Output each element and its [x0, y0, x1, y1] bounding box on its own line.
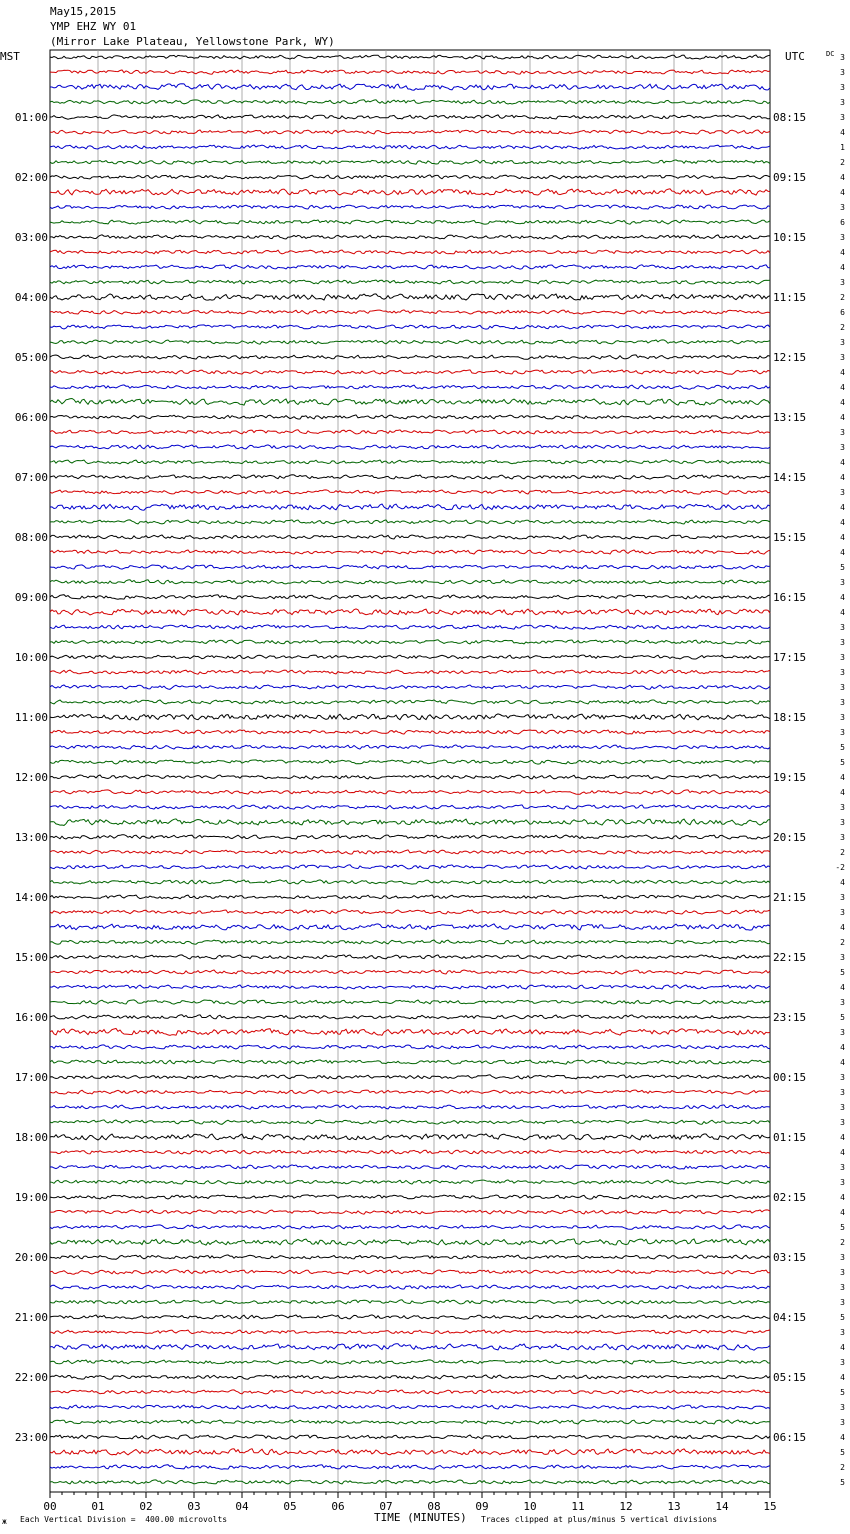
dc-offset-label: 2 — [840, 293, 845, 302]
right-hour-label: 02:15 — [773, 1191, 807, 1204]
trace-line — [50, 730, 770, 734]
trace-line — [50, 70, 770, 74]
x-tick-label: 13 — [667, 1500, 681, 1513]
trace-line — [50, 415, 770, 419]
dc-offset-label: 3 — [840, 1028, 845, 1037]
right-hour-label: 11:15 — [773, 291, 807, 304]
trace-line — [50, 1315, 770, 1319]
dc-offset-label: 4 — [840, 518, 845, 527]
trace-line — [50, 790, 770, 794]
trace-line — [50, 280, 770, 284]
dc-offset-label: 4 — [840, 533, 845, 542]
dc-offset-label: 5 — [840, 758, 845, 767]
dc-offset-label: 3 — [840, 488, 845, 497]
dc-offset-label: 2 — [840, 938, 845, 947]
dc-offset-label: 5 — [840, 1223, 845, 1232]
trace-line — [50, 55, 770, 59]
dc-offset-label: 3 — [840, 1328, 845, 1337]
dc-offset-label: 3 — [840, 668, 845, 677]
left-hour-label: 03:00 — [14, 231, 48, 244]
date-label: May15,2015 — [50, 5, 117, 18]
dc-offset-label: 2 — [840, 848, 845, 857]
left-hour-label: 04:00 — [14, 291, 48, 304]
right-hour-label: 14:15 — [773, 471, 807, 484]
trace-line — [50, 100, 770, 104]
left-hour-label: 07:00 — [14, 471, 48, 484]
x-tick-label: 08 — [427, 1500, 441, 1513]
trace-line — [50, 1480, 770, 1484]
dc-offset-label: 2 — [840, 1463, 845, 1472]
dc-offset-label: -2 — [835, 863, 845, 872]
trace-line — [50, 370, 770, 374]
dc-offset-label: 3 — [840, 803, 845, 812]
trace-line — [50, 250, 770, 254]
dc-offset-label: 3 — [840, 653, 845, 662]
trace-line — [50, 640, 770, 644]
trace-line — [50, 1105, 770, 1109]
dc-offset-label: 4 — [840, 593, 845, 602]
left-hour-label: 15:00 — [14, 951, 48, 964]
dc-offset-label: 4 — [840, 923, 845, 932]
dc-offset-label: 5 — [840, 1448, 845, 1457]
trace-line — [50, 265, 770, 269]
dc-offset-label: 3 — [840, 353, 845, 362]
trace-line — [50, 685, 770, 689]
dc-offset-label: 5 — [840, 1313, 845, 1322]
dc-offset-label: 3 — [840, 623, 845, 632]
trace-line — [50, 1405, 770, 1409]
trace-line — [50, 399, 770, 406]
right-hour-label: 05:15 — [773, 1371, 807, 1384]
dc-offset-label: 3 — [840, 113, 845, 122]
trace-line — [50, 475, 770, 479]
trace-line — [50, 805, 770, 809]
trace-line — [50, 504, 770, 510]
trace-line — [50, 760, 770, 764]
right-hour-label: 09:15 — [773, 171, 807, 184]
trace-line — [50, 910, 770, 914]
trace-line — [50, 1270, 770, 1275]
trace-line — [50, 385, 770, 389]
left-hour-label: 20:00 — [14, 1251, 48, 1264]
trace-line — [50, 340, 770, 344]
trace-line — [50, 1000, 770, 1004]
trace-line — [50, 490, 770, 494]
left-hour-label: 14:00 — [14, 891, 48, 904]
trace-line — [50, 819, 770, 826]
dc-offset-label: 4 — [840, 173, 845, 182]
trace-line — [50, 1255, 770, 1259]
dc-offset-label: 5 — [840, 968, 845, 977]
left-hour-label: 02:00 — [14, 171, 48, 184]
left-hour-label: 11:00 — [14, 711, 48, 724]
trace-line — [50, 700, 770, 704]
dc-offset-label: 3 — [840, 1268, 845, 1277]
trace-line — [50, 1330, 770, 1334]
trace-line — [50, 565, 770, 569]
trace-line — [50, 1015, 770, 1019]
x-tick-label: 05 — [283, 1500, 297, 1513]
dc-offset-label: 4 — [840, 1193, 845, 1202]
right-hour-label: 22:15 — [773, 951, 807, 964]
trace-line — [50, 955, 770, 959]
trace-line — [50, 430, 770, 434]
trace-line — [50, 1390, 770, 1394]
dc-offset-label: 4 — [840, 458, 845, 467]
x-tick-label: 06 — [331, 1500, 345, 1513]
dc-offset-label: 4 — [840, 773, 845, 782]
dc-offset-label: 4 — [840, 608, 845, 617]
right-hour-label: 06:15 — [773, 1431, 807, 1444]
x-tick-label: 10 — [523, 1500, 537, 1513]
dc-offset-label: 3 — [840, 83, 845, 92]
trace-line — [50, 895, 770, 899]
dc-offset-label: 3 — [840, 953, 845, 962]
dc-offset-label: 4 — [840, 383, 845, 392]
dc-offset-label: 3 — [840, 1118, 845, 1127]
trace-line — [50, 1075, 770, 1079]
dc-column-label: DC — [826, 50, 835, 58]
left-hour-label: 21:00 — [14, 1311, 48, 1324]
x-tick-label: 04 — [235, 1500, 249, 1513]
trace-line — [50, 1375, 770, 1379]
left-hour-label: 05:00 — [14, 351, 48, 364]
right-hour-label: 15:15 — [773, 531, 807, 544]
left-hour-label: 13:00 — [14, 831, 48, 844]
right-hour-label: 03:15 — [773, 1251, 807, 1264]
right-hour-label: 13:15 — [773, 411, 807, 424]
dc-offset-label: 3 — [840, 578, 845, 587]
trace-line — [50, 115, 770, 119]
dc-offset-label: 3 — [840, 683, 845, 692]
trace-line — [50, 355, 770, 359]
left-hour-label: 17:00 — [14, 1071, 48, 1084]
dc-offset-label: 3 — [840, 428, 845, 437]
dc-offset-label: 4 — [840, 248, 845, 257]
right-hour-label: 17:15 — [773, 651, 807, 664]
trace-line — [50, 1435, 770, 1439]
dc-offset-label: 2 — [840, 1238, 845, 1247]
trace-line — [50, 1195, 770, 1199]
dc-offset-label: 3 — [840, 638, 845, 647]
trace-line — [50, 970, 770, 974]
left-hour-label: 22:00 — [14, 1371, 48, 1384]
right-hour-label: 08:15 — [773, 111, 807, 124]
dc-offset-label: 4 — [840, 263, 845, 272]
dc-offset-label: 3 — [840, 1298, 845, 1307]
trace-line — [50, 865, 770, 869]
dc-offset-label: 4 — [840, 1043, 845, 1052]
dc-offset-label: 4 — [840, 1373, 845, 1382]
trace-line — [50, 775, 770, 779]
trace-line — [50, 1449, 770, 1455]
trace-line — [50, 880, 770, 884]
dc-offset-label: 3 — [840, 203, 845, 212]
trace-line — [50, 1134, 770, 1140]
dc-offset-label: 3 — [840, 713, 845, 722]
right-hour-label: 16:15 — [773, 591, 807, 604]
x-tick-label: 14 — [715, 1500, 729, 1513]
dc-offset-label: 3 — [840, 908, 845, 917]
dc-offset-label: 3 — [840, 728, 845, 737]
left-hour-label: 08:00 — [14, 531, 48, 544]
trace-line — [50, 1150, 770, 1154]
trace-line — [50, 294, 770, 300]
trace-line — [50, 625, 770, 629]
trace-line — [50, 1285, 770, 1289]
trace-line — [50, 1029, 770, 1036]
dc-offset-label: 4 — [840, 1343, 845, 1352]
dc-offset-label: 4 — [840, 398, 845, 407]
dc-offset-label: 6 — [840, 308, 845, 317]
dc-offset-label: 5 — [840, 1478, 845, 1487]
right-hour-label: 20:15 — [773, 831, 807, 844]
left-hour-label: 12:00 — [14, 771, 48, 784]
trace-line — [50, 924, 770, 930]
dc-offset-label: 5 — [840, 563, 845, 572]
dc-offset-label: 4 — [840, 128, 845, 137]
left-hour-label: 18:00 — [14, 1131, 48, 1144]
left-hour-label: 23:00 — [14, 1431, 48, 1444]
dc-offset-label: 3 — [840, 338, 845, 347]
dc-offset-label: 3 — [840, 1103, 845, 1112]
trace-line — [50, 145, 770, 149]
x-tick-label: 07 — [379, 1500, 393, 1513]
dc-offset-label: 4 — [840, 413, 845, 422]
location-label: (Mirror Lake Plateau, Yellowstone Park, WY) — [50, 35, 335, 48]
dc-offset-label: 3 — [840, 1163, 845, 1172]
trace-line — [50, 460, 770, 464]
dc-offset-label: 3 — [840, 818, 845, 827]
trace-line — [50, 535, 770, 539]
trace-line — [50, 310, 770, 314]
dc-offset-label: 3 — [840, 278, 845, 287]
dc-offset-label: 4 — [840, 548, 845, 557]
left-hour-label: 09:00 — [14, 591, 48, 604]
trace-line — [50, 160, 770, 164]
left-hour-label: 16:00 — [14, 1011, 48, 1024]
trace-line — [50, 1225, 770, 1229]
trace-line — [50, 1060, 770, 1064]
x-tick-label: 15 — [763, 1500, 777, 1513]
scale-note: Each Vertical Division = 400.00 microvolts — [20, 1515, 228, 1524]
dc-offset-label: 3 — [840, 1403, 845, 1412]
trace-line — [50, 1210, 770, 1214]
trace-line — [50, 1120, 770, 1124]
trace-line — [50, 1239, 770, 1245]
trace-line — [50, 220, 770, 224]
trace-line — [50, 1180, 770, 1184]
trace-line — [50, 580, 770, 584]
dc-offset-label: 5 — [840, 1388, 845, 1397]
dc-offset-label: 3 — [840, 998, 845, 1007]
trace-line — [50, 609, 770, 615]
dc-offset-label: 3 — [840, 833, 845, 842]
trace-line — [50, 595, 770, 600]
dc-offset-label: 3 — [840, 1088, 845, 1097]
right-hour-label: 12:15 — [773, 351, 807, 364]
trace-line — [50, 205, 770, 209]
dc-offset-label: 3 — [840, 1253, 845, 1262]
right-hour-label: 10:15 — [773, 231, 807, 244]
trace-line — [50, 130, 770, 134]
left-timezone-label: MST — [0, 50, 20, 63]
trace-line — [50, 445, 770, 449]
right-hour-label: 01:15 — [773, 1131, 807, 1144]
x-tick-label: 02 — [139, 1500, 153, 1513]
dc-offset-label: 6 — [840, 218, 845, 227]
dc-offset-label: 3 — [840, 53, 845, 62]
corner-mark: ж — [2, 1517, 7, 1526]
left-hour-label: 06:00 — [14, 411, 48, 424]
trace-line — [50, 1420, 770, 1424]
dc-offset-label: 2 — [840, 323, 845, 332]
dc-offset-label: 4 — [840, 1148, 845, 1157]
trace-line — [50, 670, 770, 674]
dc-offset-label: 4 — [840, 1058, 845, 1067]
dc-offset-label: 3 — [840, 1283, 845, 1292]
x-tick-label: 11 — [571, 1500, 585, 1513]
right-hour-label: 21:15 — [773, 891, 807, 904]
station-label: YMP EHZ WY 01 — [50, 20, 137, 33]
dc-offset-label: 3 — [840, 68, 845, 77]
left-hour-label: 01:00 — [14, 111, 48, 124]
dc-offset-label: 3 — [840, 233, 845, 242]
dc-offset-label: 2 — [840, 158, 845, 167]
right-hour-label: 00:15 — [773, 1071, 807, 1084]
dc-offset-label: 4 — [840, 473, 845, 482]
x-tick-label: 09 — [475, 1500, 489, 1513]
trace-line — [50, 1165, 770, 1169]
dc-offset-label: 4 — [840, 1208, 845, 1217]
trace-line — [50, 175, 770, 179]
dc-offset-label: 4 — [840, 1433, 845, 1442]
dc-offset-label: 4 — [840, 878, 845, 887]
dc-offset-label: 4 — [840, 503, 845, 512]
trace-line — [50, 1300, 770, 1304]
trace-line — [50, 714, 770, 720]
dc-offset-label: 5 — [840, 743, 845, 752]
x-axis-title: TIME (MINUTES) — [374, 1511, 467, 1524]
trace-line — [50, 835, 770, 839]
right-hour-label: 23:15 — [773, 1011, 807, 1024]
dc-offset-label: 3 — [840, 1178, 845, 1187]
dc-offset-label: 4 — [840, 983, 845, 992]
x-tick-label: 03 — [187, 1500, 201, 1513]
trace-line — [50, 325, 770, 329]
dc-offset-label: 5 — [840, 1013, 845, 1022]
trace-line — [50, 745, 770, 749]
trace-line — [50, 235, 770, 239]
x-tick-label: 12 — [619, 1500, 633, 1513]
trace-line — [50, 1090, 770, 1094]
trace-line — [50, 940, 770, 944]
trace-line — [50, 985, 770, 989]
dc-offset-label: 4 — [840, 368, 845, 377]
trace-line — [50, 84, 770, 90]
right-hour-label: 04:15 — [773, 1311, 807, 1324]
dc-offset-label: 3 — [840, 1073, 845, 1082]
trace-line — [50, 520, 770, 524]
trace-line — [50, 1465, 770, 1470]
dc-offset-label: 3 — [840, 698, 845, 707]
trace-line — [50, 1045, 770, 1049]
dc-offset-label: 4 — [840, 788, 845, 797]
dc-offset-label: 3 — [840, 1418, 845, 1427]
x-tick-label: 01 — [91, 1500, 105, 1513]
dc-offset-label: 3 — [840, 893, 845, 902]
right-timezone-label: UTC — [785, 50, 805, 63]
trace-line — [50, 1360, 770, 1364]
left-hour-label: 10:00 — [14, 651, 48, 664]
right-hour-label: 19:15 — [773, 771, 807, 784]
dc-offset-label: 3 — [840, 98, 845, 107]
right-hour-label: 18:15 — [773, 711, 807, 724]
trace-line — [50, 655, 770, 659]
trace-line — [50, 189, 770, 195]
dc-offset-label: 3 — [840, 443, 845, 452]
dc-offset-label: 4 — [840, 1133, 845, 1142]
trace-line — [50, 1344, 770, 1350]
trace-line — [50, 850, 770, 854]
dc-offset-label: 4 — [840, 188, 845, 197]
dc-offset-label: 1 — [840, 143, 845, 152]
left-hour-label: 19:00 — [14, 1191, 48, 1204]
trace-line — [50, 550, 770, 554]
x-tick-label: 00 — [43, 1500, 57, 1513]
dc-offset-label: 3 — [840, 1358, 845, 1367]
clip-note: Traces clipped at plus/minus 5 vertical divisions — [481, 1515, 718, 1524]
